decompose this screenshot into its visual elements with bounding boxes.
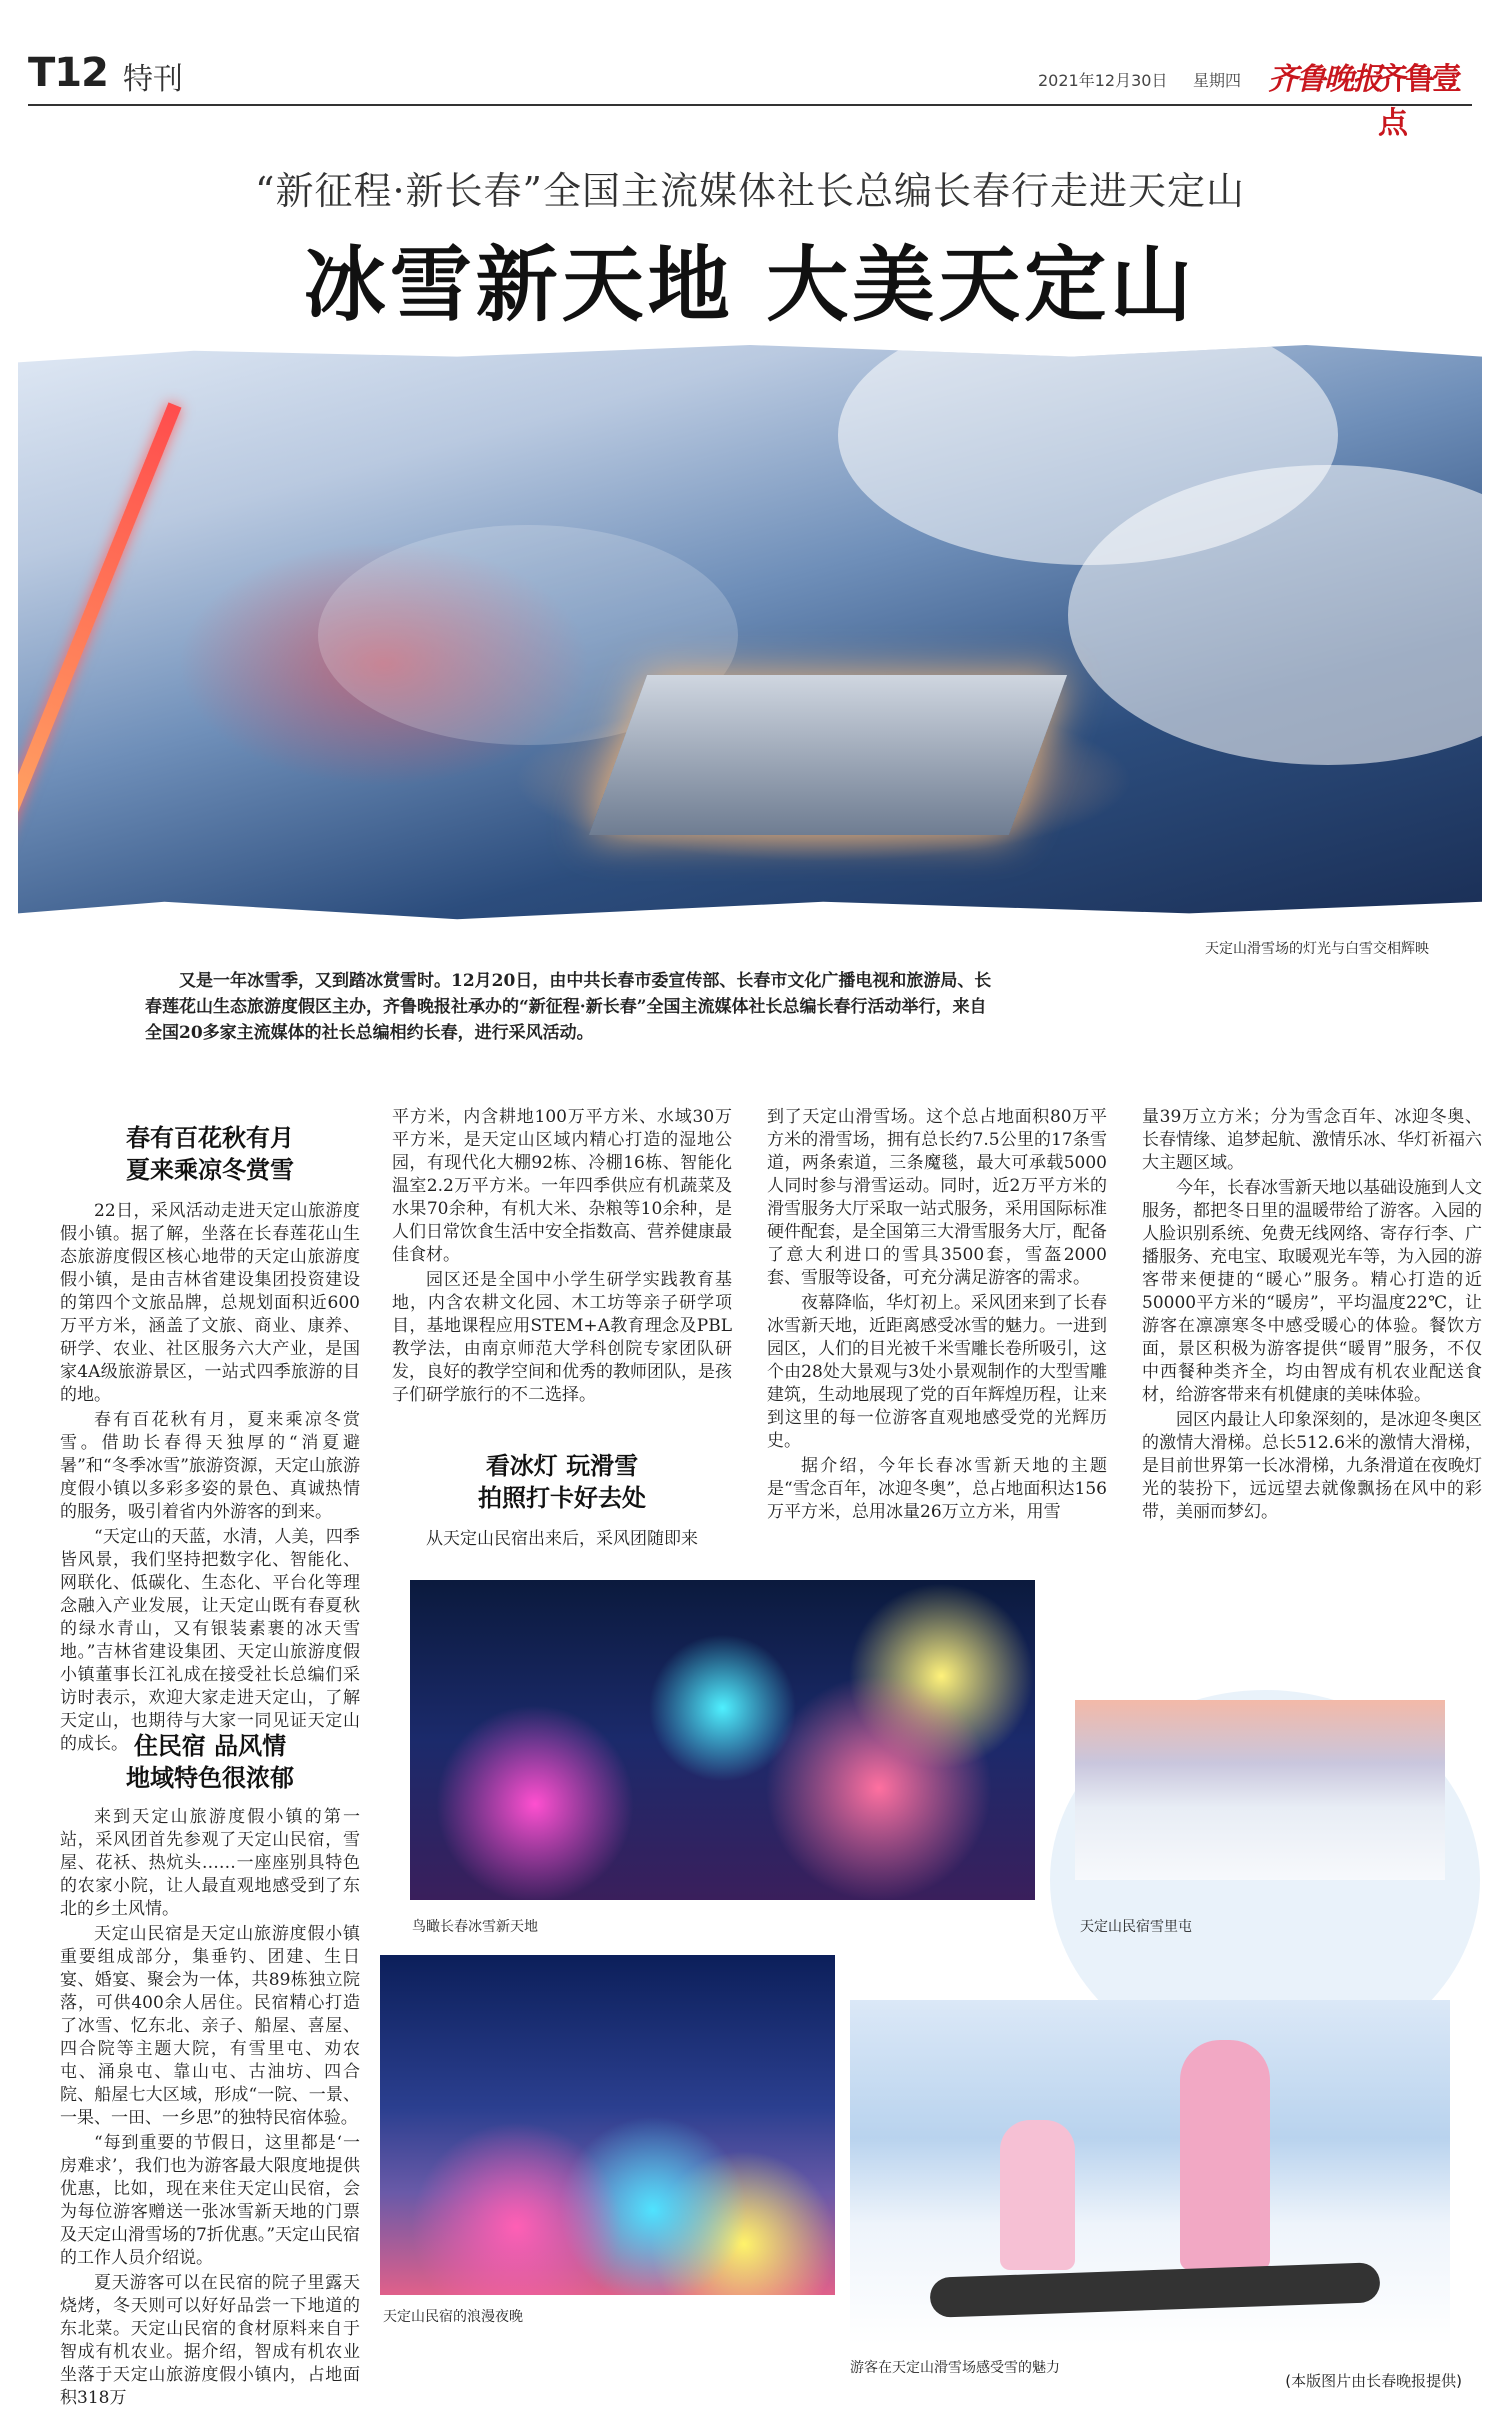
column-3 xyxy=(767,1106,1107,1526)
issue-weekday: 星期四 xyxy=(1193,71,1242,90)
paragraph: “天定山的天蓝，水清，人美，四季皆风景，我们坚持把数字化、智能化、网联化、低碳化、生态化、平台化等理念融入产业发展，让天定山既有春夏秋的绿水青山，又有银装素裹的冰天雪地。”吉林省建设集团、天定山旅游度假小镇董事长江礼成在接受社长总编们采访时表示，欢迎大家走进天定山，了解天定山，也期待与大家一同见证天定山的成长。 xyxy=(60,1527,360,1754)
photo-caption-snow-village: 天定山民宿雪里屯 xyxy=(1080,1919,1192,1935)
photo-night-village xyxy=(380,1955,835,2295)
brand-logo-primary: 齐鲁晚报 xyxy=(1268,62,1380,97)
column-1-upper xyxy=(60,1200,360,1758)
paragraph: 夜幕降临，华灯初上。采风团来到了长春冰雪新天地，近距离感受冰雪的魅力。一进到园区，人们的目光被千米雪雕长卷所吸引，这个由28处大景观与3处小景观制作的大型雪雕建筑，生动地展现了党的百年辉煌历程，让来到这里的每一位游客直观地感受党的光辉历史。 xyxy=(767,1293,1107,1451)
column-4 xyxy=(1142,1106,1482,1526)
paragraph: 22日，采风活动走进天定山旅游度假小镇。据了解，坐落在长春莲花山生态旅游度假区核心地带的天定山旅游度假小镇，是由吉林省建设集团投资建设的第四个文旅品牌，总规划面积近600万平方米，涵盖了文旅、商业、康养、研学、农业、社区服务六大产业，是国家4A级旅游景区，一站式四季旅游的目的地。 xyxy=(60,1201,360,1405)
paragraph: 平方米，内含耕地100万平方米、水域30万平方米，是天定山区域内精心打造的湿地公园，有现代化大棚92栋、冷棚16栋、智能化温室2.2万平方米。一年四季供应有机蔬菜及水果70余种，有机大米、杂粮等10余种，是人们日常饮食生活中安全指数高、营养健康最佳食材。 xyxy=(392,1107,732,1265)
paragraph: “每到重要的节假日，这里都是‘一房难求’，我们也为游客最大限度地提供优惠，比如，现在来住天定山民宿，会为每位游客赠送一张冰雪新天地的门票及天定山滑雪场的7折优惠。”天定山民宿的工作人员介绍说。 xyxy=(60,2133,361,2268)
photo-snow-village xyxy=(1075,1700,1445,1880)
subheading-homestay: 住民宿 品风情 地域特色很浓郁 xyxy=(126,1731,294,1792)
paragraph: 园区还是全国中小学生研学实践教育基地，内含农耕文化园、木工坊等亲子研学项目，基地课程应用STEM+A教育理念及PBL教学法，由南京师范大学科创院专家团队研发，良好的教学空间和优秀的教师团队，是孩子们研学旅行的不二选择。 xyxy=(392,1270,732,1405)
photo-skiers xyxy=(850,2000,1450,2345)
photo-caption-ice-world: 鸟瞰长春冰雪新天地 xyxy=(412,1919,538,1935)
paragraph: 到了天定山滑雪场。这个总占地面积80万平方米的滑雪场，拥有总长约7.5公里的17条雪道，两条索道，三条魔毯，最大可承载5000人同时参与滑雪运动。同时，近2万平方米的滑雪服务大厅采取一站式服务，采用国际标准硬件配套，是全国第三大滑雪服务大厅，配备了意大利进口的雪具3500套，雪盔2000套、雪服等设备，可充分满足游客的需求。 xyxy=(767,1107,1107,1288)
paragraph: 今年，长春冰雪新天地以基础设施到人文服务，都把冬日里的温暖带给了游客。入园的人脸识别系统、免费无线网络、寄存行李、广播服务、充电宝、取暖观光车等，为入园的游客带来便捷的“暖心”服务。精心打造的近50000平方米的“暖房”，平均温度22℃，让游客在凛凛寒冬中感受暖心的体验。餐饮方面，景区积极为游客提供“暖胃”服务，不仅中西餐种类齐全，均由智成有机农业配送食材，给游客带来有机健康的美味体验。 xyxy=(1142,1178,1482,1405)
paragraph: 天定山民宿是天定山旅游度假小镇重要组成部分，集垂钓、团建、生日宴、婚宴、聚会为一体，共89栋独立院落，可供400余人居住。民宿精心打造了冰雪、忆东北、亲子、船屋、喜屋、四合院等主题大院，有雪里屯、劝农屯、涌泉屯、靠山屯、古油坊、四合院、船屋七大区域，形成“一院、一景、一果、一田、一乡思”的独特民宿体验。 xyxy=(60,1924,360,2128)
photo-credit: (本版图片由长春晚报提供) xyxy=(1285,2372,1462,2390)
photo-ice-world-aerial xyxy=(410,1580,1035,1900)
paragraph: 春有百花秋有月，夏来乘凉冬赏雪。借助长春得天独厚的“消夏避暑”和“冬季冰雪”旅游资源，天定山旅游度假小镇以多彩多姿的景色、真诚热情的服务，吸引着省内外游客的到来。 xyxy=(60,1410,360,1522)
paragraph: 来到天定山旅游度假小镇的第一站，采风团首先参观了天定山民宿，雪屋、花袄、热炕头……一座座别具特色的农家小院，让人最直观地感受到了东北的乡土风情。 xyxy=(60,1807,360,1919)
column-2 xyxy=(392,1106,732,1409)
paragraph: 园区内最让人印象深刻的，是冰迎冬奥区的激情大滑梯。总长512.6米的激情大滑梯，是目前世界第一长冰滑梯，九条滑道在夜晚灯光的装扮下，远远望去就像飘扬在风中的彩带，美丽而梦幻。 xyxy=(1142,1410,1482,1522)
photo-caption-night-village: 天定山民宿的浪漫夜晚 xyxy=(383,2309,523,2325)
paragraph: 从天定山民宿出来后，采风团随即来 xyxy=(426,1529,698,1549)
lead-paragraph: 又是一年冰雪季，又到踏冰赏雪时。12月20日，由中共长春市委宣传部、长春市文化广播电视和旅游局、长春莲花山生态旅游度假区主办，齐鲁晚报社承办的“新征程·新长春”全国主流媒体社长总编长春行活动举行，来自全国20多家主流媒体的社长总编相约长春，进行采风活动。 xyxy=(145,971,992,1043)
issue-date: 2021年12月30日 xyxy=(1038,71,1168,90)
hero-photo-ski-resort xyxy=(18,345,1482,925)
paragraph: 夏天游客可以在民宿的院子里露天烧烤，冬天则可以好好品尝一下地道的东北菜。天定山民宿的食材原料来自于智成有机农业。据介绍，智成有机农业坐落于天定山旅游度假小镇内，占地面积318万 xyxy=(60,2273,360,2408)
main-headline: 冰雪新天地 大美天定山 xyxy=(303,237,1197,333)
column-2-tail xyxy=(392,1528,732,1553)
kicker-headline: “新征程·新长春”全国主流媒体社长总编长春行走进天定山 xyxy=(255,169,1245,213)
paragraph: 据介绍，今年长春冰雪新天地的主题是“雪念百年，冰迎冬奥”，总占地面积达156万平方米，总用冰量26万立方米，用雪 xyxy=(767,1456,1107,1522)
photo-caption-skiers: 游客在天定山滑雪场感受雪的魅力 xyxy=(850,2360,1060,2376)
subheading-ice-lantern: 看冰灯 玩滑雪 拍照打卡好去处 xyxy=(478,1451,646,1512)
subheading-spring-autumn: 春有百花秋有月 夏来乘凉冬赏雪 xyxy=(126,1123,294,1184)
paragraph: 量39万立方米；分为雪念百年、冰迎冬奥、长春情缘、追梦起航、激情乐冰、华灯祈福六大主题区域。 xyxy=(1142,1107,1482,1173)
column-1-lower xyxy=(60,1806,360,2412)
hero-photo-caption: 天定山滑雪场的灯光与白雪交相辉映 xyxy=(1205,941,1429,957)
section-label: 特刊 xyxy=(123,62,183,97)
page-header xyxy=(28,36,1472,141)
brand-logo-secondary: 齐鲁壹点 xyxy=(1378,62,1459,141)
page-number: T12 xyxy=(28,50,108,96)
